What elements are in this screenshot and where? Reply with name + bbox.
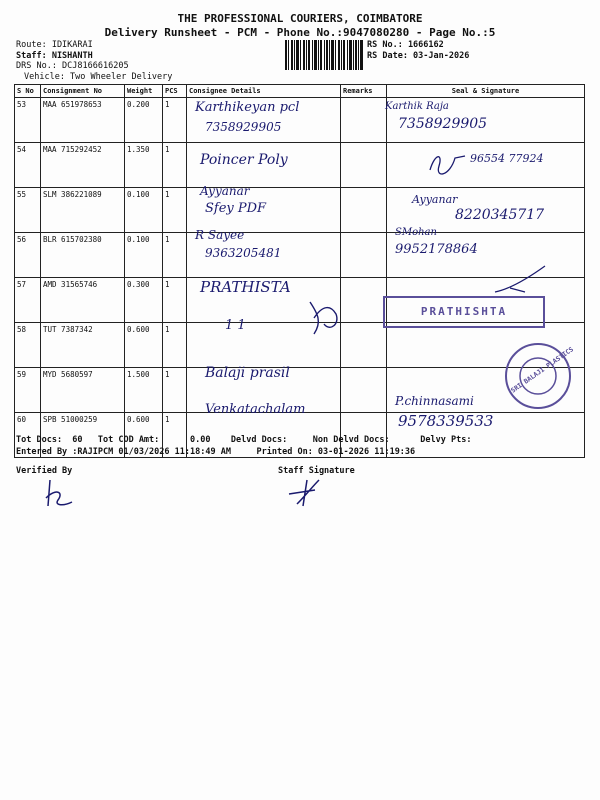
- verified-signature-icon: [38, 476, 78, 510]
- barcode-icon: [285, 40, 363, 70]
- cell-consignment: TUT 7387342: [41, 323, 125, 368]
- cell-pcs: 1: [163, 323, 187, 368]
- cell-remarks: [341, 98, 387, 143]
- handwritten-seal-phone-55: 8220345717: [455, 207, 545, 223]
- cell-pcs: 1: [163, 233, 187, 278]
- handwritten-consignee-56: R Sayee: [195, 228, 245, 242]
- cell-weight: 0.600: [125, 413, 163, 458]
- cell-pcs: 1: [163, 143, 187, 188]
- prathista-stamp: PRATHISHTA: [383, 296, 545, 328]
- signature-54-icon: [425, 148, 470, 178]
- handwritten-seal-53: Karthik Raja: [385, 101, 449, 112]
- col-seal: Seal & Signature: [387, 85, 585, 98]
- cell-pcs: 1: [163, 413, 187, 458]
- cell-consignment: MYD 5680597: [41, 368, 125, 413]
- footer-entered: Entered By :RAJIPCM 01/03/2026 11:18:49 AM Printed On: 03-01-2026 11:19:36: [16, 447, 416, 457]
- handwritten-seal-phone-53: 7358929905: [398, 116, 488, 132]
- staff-signature-icon: [285, 476, 325, 510]
- table-row: [15, 98, 585, 143]
- cell-sno: 53: [15, 98, 41, 143]
- col-sno: S No: [15, 85, 41, 98]
- cell-sno: 54: [15, 143, 41, 188]
- cell-consignment: BLR 615702380: [41, 233, 125, 278]
- handwritten-seal-55: Ayyanar: [412, 193, 458, 206]
- page-subtitle: Delivery Runsheet - PCM - Phone No.:9047080280 - Page No.:5: [104, 26, 496, 39]
- staff-signature-label: Staff Signature: [278, 466, 355, 476]
- signature-57-icon: [490, 262, 550, 298]
- handwritten-consignee-59: Balaji prasil: [205, 365, 290, 381]
- cell-sno: 55: [15, 188, 41, 233]
- route-label: Route: IDIKARAI: [16, 40, 93, 50]
- cell-consignment: MAA 651978653: [41, 98, 125, 143]
- cell-remarks: [341, 368, 387, 413]
- verified-by-label: Verified By: [16, 466, 73, 476]
- cell-consignment: MAA 715292452: [41, 143, 125, 188]
- signature-58-icon: [300, 294, 360, 338]
- cell-weight: 0.600: [125, 323, 163, 368]
- cell-sno: 59: [15, 368, 41, 413]
- vehicle-label: Vehicle: Two Wheeler Delivery: [24, 71, 173, 82]
- cell-pcs: 1: [163, 278, 187, 323]
- cell-remarks: [341, 188, 387, 233]
- table-row: [15, 143, 585, 188]
- cell-sno: 56: [15, 233, 41, 278]
- cell-weight: 1.350: [125, 143, 163, 188]
- handwritten-seal-phone-54: 96554 77924: [470, 152, 544, 165]
- handwritten-phone-53: 7358929905: [205, 120, 282, 134]
- drs-label: DRS No.: DCJ8166616205: [16, 61, 129, 71]
- balaji-plastics-stamp-text: SRI BALAJI PLASTICS: [509, 345, 575, 395]
- meta-left: [16, 40, 172, 82]
- cell-sno: 58: [15, 323, 41, 368]
- handwritten-consignee-55: Ayyanar: [200, 184, 250, 198]
- handwritten-consignee-60: Venkatachalam: [205, 402, 306, 417]
- handwritten-consignee-54: Poincer Poly: [200, 152, 288, 168]
- rs-date-label: RS Date: 03-Jan-2026: [367, 50, 470, 61]
- page-title: THE PROFESSIONAL COURIERS, COIMBATORE: [177, 12, 423, 25]
- cell-weight: 0.100: [125, 233, 163, 278]
- handwritten-phone-56: 9363205481: [205, 246, 282, 260]
- handwritten-consignee-57: PRATHISTA: [200, 278, 291, 296]
- cell-consignment: SLM 386221089: [41, 188, 125, 233]
- handwritten-seal-56: SMohan: [395, 227, 437, 238]
- cell-weight: 0.200: [125, 98, 163, 143]
- handwritten-seal-phone-56: 9952178864: [395, 242, 478, 257]
- handwritten-consignee-58: 1 1: [225, 318, 246, 333]
- col-weight: Weight: [125, 85, 163, 98]
- col-consignee: Consignee Details: [187, 85, 341, 98]
- cell-sno: 60: [15, 413, 41, 458]
- cell-remarks: [341, 233, 387, 278]
- handwritten-seal-60: P.chinnasami: [395, 394, 474, 408]
- cell-weight: 1.500: [125, 368, 163, 413]
- cell-weight: 0.100: [125, 188, 163, 233]
- cell-sno: 57: [15, 278, 41, 323]
- handwritten-company-55: Sfey PDF: [205, 201, 267, 216]
- meta-right: [367, 40, 469, 61]
- cell-consignment: SPB 51000259: [41, 413, 125, 458]
- handwritten-seal-phone-60: 9578339533: [398, 412, 494, 430]
- table-header-row: [15, 85, 585, 98]
- cell-pcs: 1: [163, 368, 187, 413]
- cell-seal: [387, 143, 585, 188]
- rs-no-label: RS No.: 1666162: [367, 40, 444, 50]
- handwritten-consignee-53: Karthikeyan pcl: [195, 100, 300, 115]
- cell-remarks: [341, 143, 387, 188]
- col-consignment: Consignment No: [41, 85, 125, 98]
- cell-pcs: 1: [163, 98, 187, 143]
- col-pcs: PCS: [163, 85, 187, 98]
- footer-totals: Tot Docs: 60 Tot COD Amt: 0.00 Delvd Docs: Non Delvd Docs: Delvy Pts:: [16, 435, 472, 445]
- staff-label: Staff: NISHANTH: [16, 50, 93, 61]
- cell-weight: 0.300: [125, 278, 163, 323]
- col-remarks: Remarks: [341, 85, 387, 98]
- cell-pcs: 1: [163, 188, 187, 233]
- cell-consignment: AMD 31565746: [41, 278, 125, 323]
